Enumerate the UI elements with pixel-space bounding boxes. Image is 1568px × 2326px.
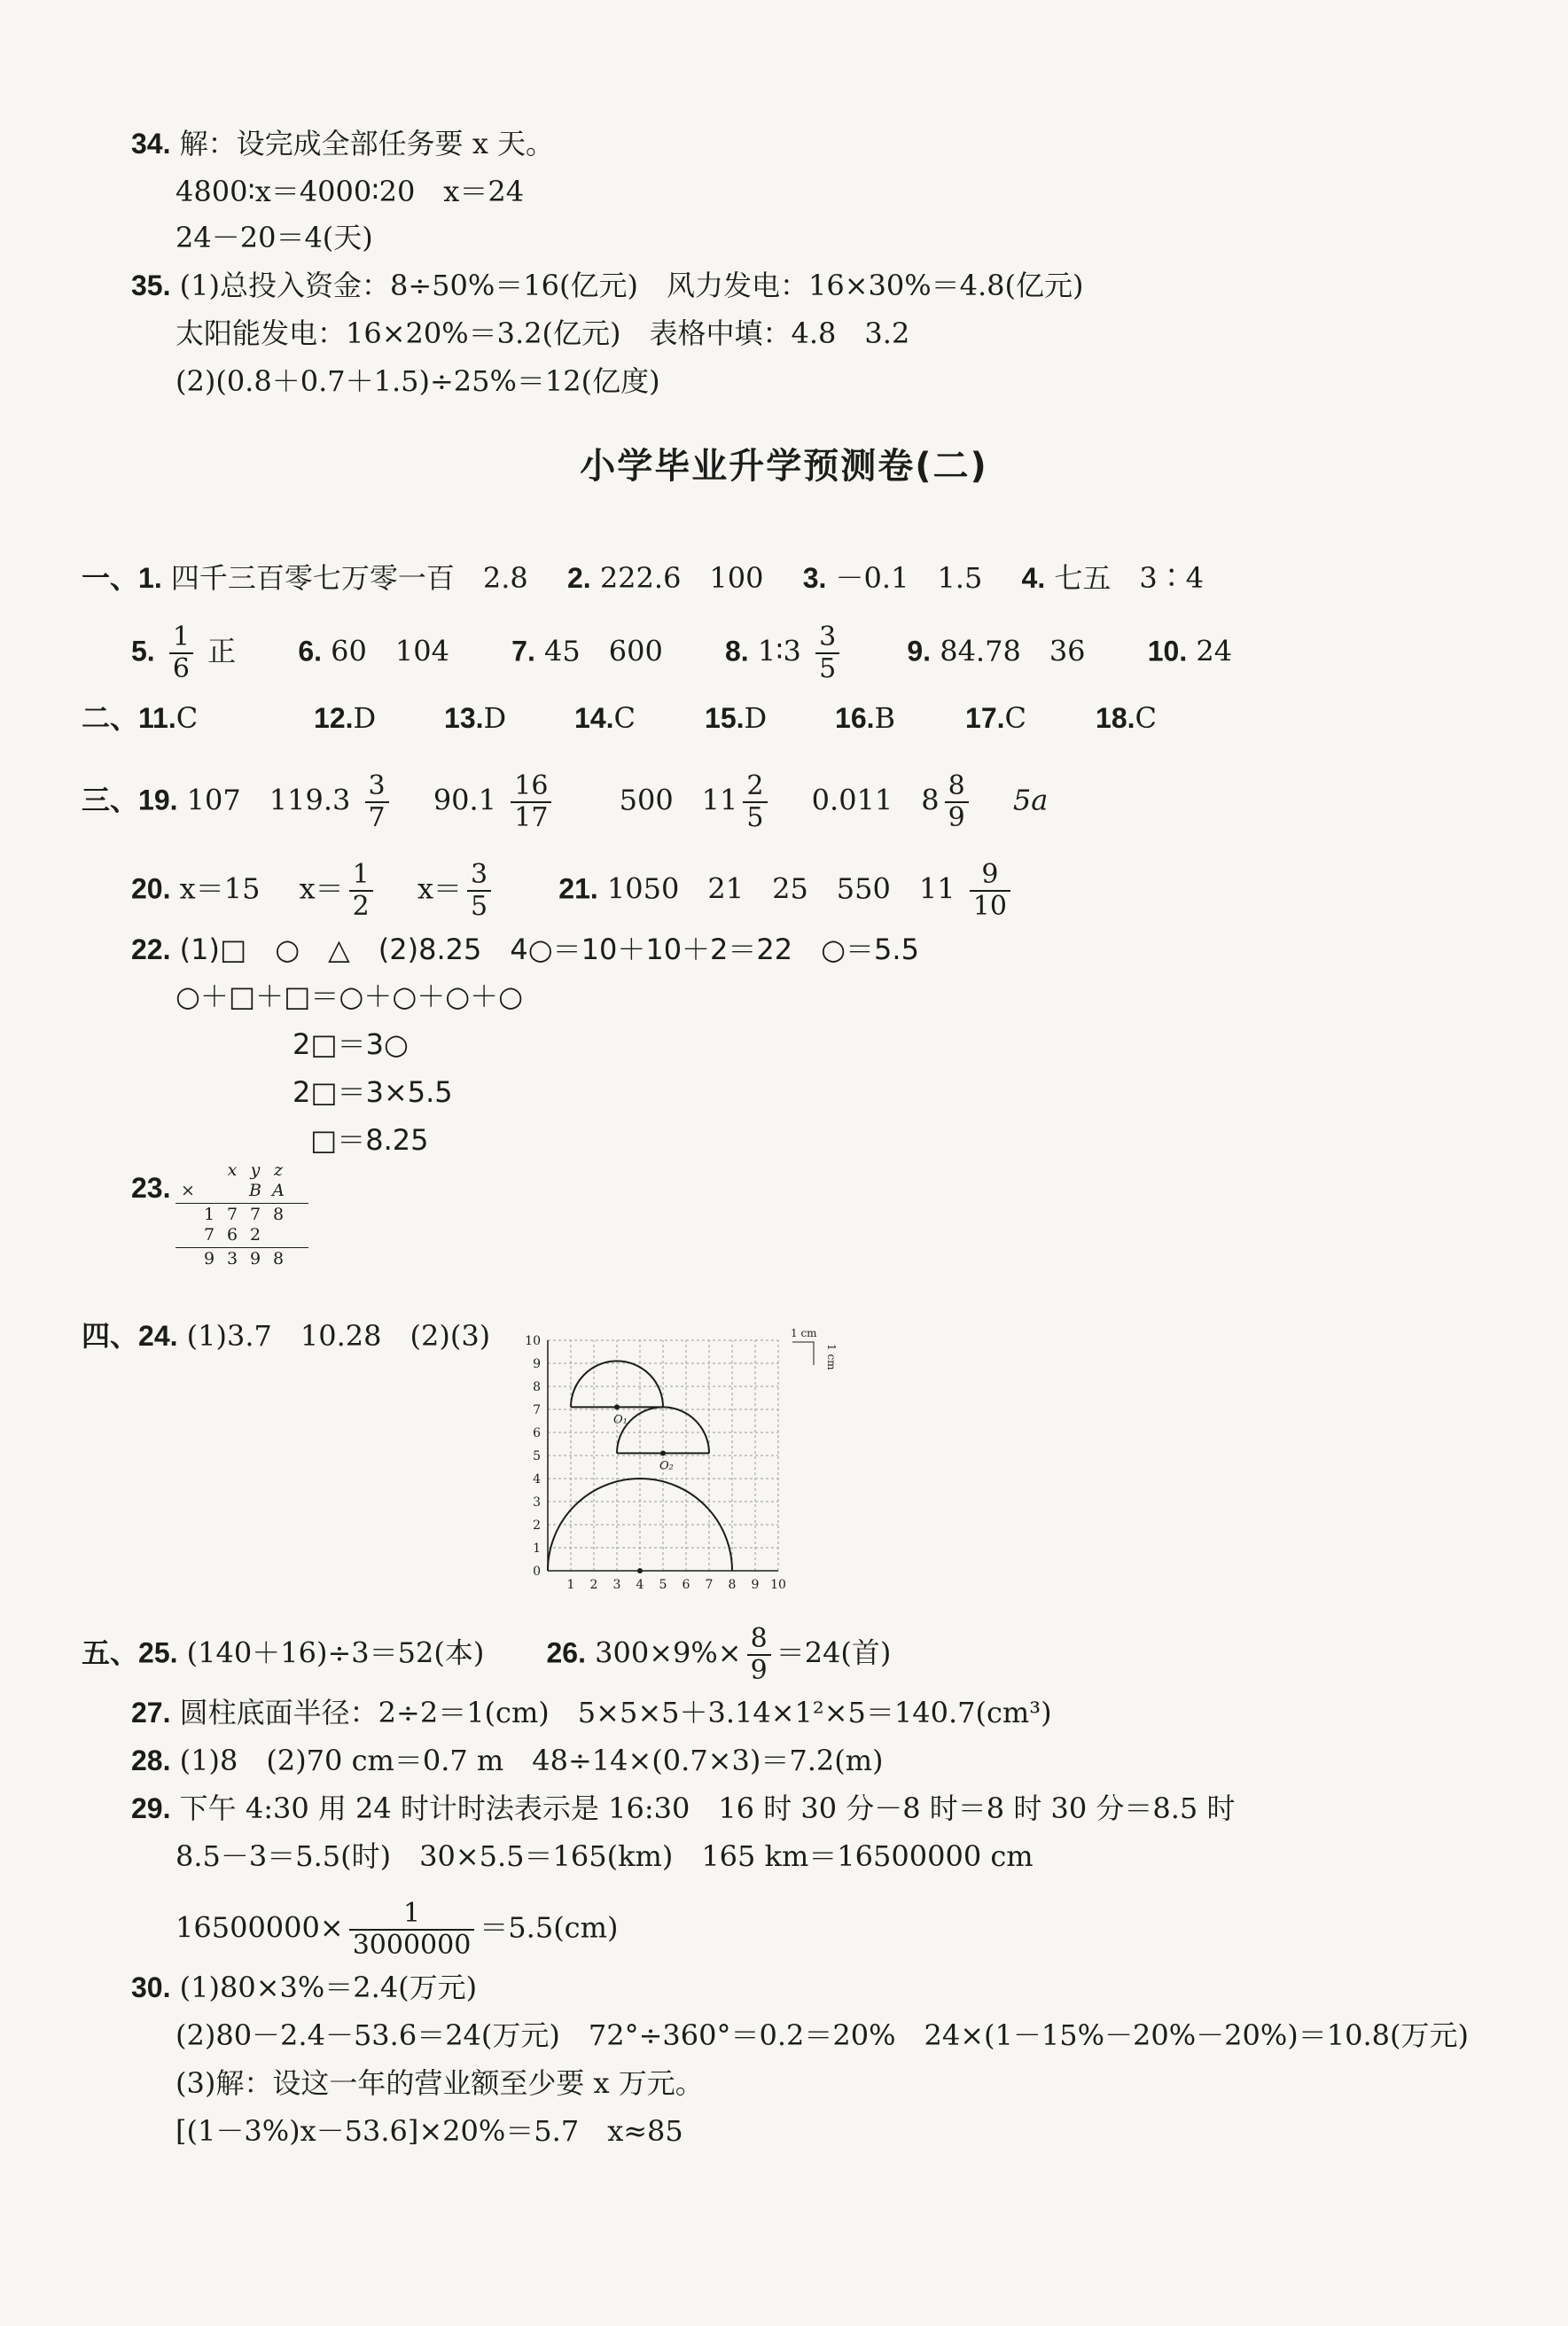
q34-number: 34. xyxy=(131,128,171,160)
q7-number: 7. xyxy=(511,635,535,667)
q8-numerator: 3 xyxy=(815,622,839,654)
q35-line1 xyxy=(131,268,1084,303)
q3-number: 3. xyxy=(802,562,827,594)
q10-answer: 24 xyxy=(1196,634,1233,668)
q20-f2-num: 3 xyxy=(467,860,491,892)
q29-text3b: ＝5.5(cm) xyxy=(480,1910,619,1945)
y-tick-label: 7 xyxy=(533,1403,541,1417)
q22-line5: □＝8.25 xyxy=(310,1123,429,1157)
q29-line2: 8.5－3＝5.5(时) 30×5.5＝165(km) 165 km＝16500000 cm xyxy=(176,1839,1034,1873)
choice-item xyxy=(138,700,314,736)
q35-line3: (2)(0.8＋0.7＋1.5)÷25%＝12(亿度) xyxy=(176,364,660,398)
q23-digit: z xyxy=(273,1160,283,1180)
q5-numerator: 1 xyxy=(169,622,193,654)
q21-num: 9 xyxy=(970,860,1010,892)
s3-row1 xyxy=(82,771,1048,833)
q23-digit: 8 xyxy=(272,1249,285,1268)
q19-fraction2 xyxy=(511,771,551,833)
q23-line xyxy=(131,1170,170,1206)
choice-number: 12. xyxy=(314,702,354,734)
q30-text1: (1)80×3%＝2.4(万元) xyxy=(179,1971,478,2004)
q23-digit: 6 xyxy=(226,1225,238,1245)
q7-answer: 45 600 xyxy=(544,634,663,668)
q28-number: 28. xyxy=(131,1744,171,1776)
q23-digit: 8 xyxy=(272,1205,285,1224)
q34-line2: 4800∶x＝4000∶20 x＝24 xyxy=(176,175,525,208)
choice-item xyxy=(835,700,965,736)
s2-label: 二、 xyxy=(82,701,139,735)
y-tick-label: 4 xyxy=(533,1472,541,1487)
q5-fraction xyxy=(169,622,193,684)
choice-item xyxy=(965,700,1096,736)
choice-answer: C xyxy=(1004,701,1026,735)
q22-number: 22. xyxy=(131,933,171,965)
y-tick-label: 9 xyxy=(533,1357,541,1371)
q1-number: 1. xyxy=(138,562,162,594)
q23-number: 23. xyxy=(131,1172,171,1204)
s5-row1 xyxy=(82,1624,891,1686)
q20-f1-num: 1 xyxy=(349,860,373,892)
q19-f2-den: 17 xyxy=(514,802,549,833)
q26-den: 9 xyxy=(750,1655,768,1686)
q23-digit: B xyxy=(249,1181,261,1200)
q23-row3 xyxy=(176,1206,308,1226)
q3-answer: －0.1 1.5 xyxy=(835,561,983,595)
q25-answer: (140＋16)÷3＝52(本) xyxy=(186,1635,485,1670)
q26-answer-a: 300×9%× xyxy=(595,1635,742,1670)
q19-answer-d: 0.011 8 xyxy=(811,783,940,817)
q20-answer-c: x＝ xyxy=(417,871,462,906)
q5-answer: 正 xyxy=(207,634,237,668)
choice-answer: C xyxy=(613,701,636,735)
q21-den: 10 xyxy=(972,891,1007,922)
choice-number: 11. xyxy=(138,702,176,734)
choice-answer: B xyxy=(874,701,896,735)
q27-answer: 圆柱底面半径：2÷2＝1(cm) 5×5×5＋3.14×1²×5＝140.7(cm³) xyxy=(179,1696,1052,1729)
q27-line xyxy=(131,1695,1052,1730)
q20-f2-den: 5 xyxy=(471,891,488,922)
choice-item xyxy=(574,700,705,736)
choice-answer: D xyxy=(744,701,768,735)
x-tick-label: 7 xyxy=(705,1578,714,1592)
q28-line xyxy=(131,1743,884,1778)
choice-answer: C xyxy=(1135,701,1157,735)
choice-item xyxy=(444,700,574,736)
choice-number: 14. xyxy=(574,702,614,734)
q35-number: 35. xyxy=(131,269,171,301)
q4-number: 4. xyxy=(1021,562,1046,594)
q23-digit: A xyxy=(272,1181,285,1200)
q19-f4-den: 9 xyxy=(948,802,965,833)
grid-svg xyxy=(496,1307,838,1600)
s4-label: 四、 xyxy=(82,1319,139,1353)
q22-line4: 2□＝3×5.5 xyxy=(293,1075,453,1109)
x-tick-label: 8 xyxy=(728,1578,737,1592)
q35-text: (1)总投入资金：8÷50%＝16(亿元) 风力发电：16×30%＝4.8(亿元) xyxy=(179,269,1084,302)
q29-fraction xyxy=(349,1899,475,1961)
q8-number: 8. xyxy=(725,635,749,667)
scale-y-label: 1 cm xyxy=(825,1344,838,1370)
center-o1-dot xyxy=(614,1404,620,1409)
q30-line3: (3)解：设这一年的营业额至少要 x 万元。 xyxy=(176,2066,704,2100)
q5-denominator: 6 xyxy=(172,653,190,684)
q29-text1: 下午 4:30 用 24 时计时法表示是 16:30 16 时 30 分－8 时＝8 时 30 分＝8.5 时 xyxy=(179,1791,1236,1825)
q1-answer: 四千三百零七万零一百 2.8 xyxy=(170,561,528,595)
choice-number: 16. xyxy=(835,702,875,734)
q26-answer-b: ＝24(首) xyxy=(776,1635,892,1670)
q19-f3-den: 5 xyxy=(746,802,764,833)
q23-rule1 xyxy=(176,1203,308,1204)
q20-number: 20. xyxy=(131,872,171,905)
choice-item xyxy=(314,700,444,736)
q19-fraction3 xyxy=(743,771,767,833)
q23-digit: 1 xyxy=(203,1205,215,1224)
y-tick-label: 1 xyxy=(533,1542,541,1556)
x-tick-label: 10 xyxy=(770,1578,786,1592)
x-tick-label: 5 xyxy=(659,1578,667,1592)
q4-answer: 七五 3∶4 xyxy=(1054,561,1205,595)
s1-row2 xyxy=(131,622,1232,684)
choice-answer: D xyxy=(353,701,377,735)
q6-answer: 60 104 xyxy=(331,634,449,668)
x-tick-label: 4 xyxy=(636,1578,644,1592)
q19-answer-a: 107 119.3 xyxy=(186,783,351,817)
q35-line2: 太阳能发电：16×20%＝3.2(亿元) 表格中填：4.8 3.2 xyxy=(176,316,910,350)
q5-number: 5. xyxy=(131,635,155,667)
q9-number: 9. xyxy=(907,635,932,667)
q21-fraction xyxy=(970,860,1010,922)
q23-digit: 2 xyxy=(249,1225,261,1245)
q2-number: 2. xyxy=(566,562,591,594)
q22-line3: 2□＝3○ xyxy=(293,1027,409,1061)
y-tick-label: 6 xyxy=(533,1426,541,1440)
q9-answer: 84.78 36 xyxy=(940,634,1086,668)
q23-digit: 3 xyxy=(226,1249,238,1268)
q30-number: 30. xyxy=(131,1971,171,2003)
choice-item xyxy=(1096,700,1226,736)
y-tick-label: 10 xyxy=(525,1334,541,1348)
q19-number: 19. xyxy=(138,784,178,816)
q19-f4-num: 8 xyxy=(945,771,969,803)
q22-text: (1)□ ○ △ (2)8.25 4○＝10＋10＋2＝22 ○＝5.5 xyxy=(179,933,919,966)
q24-grid-figure xyxy=(496,1307,838,1604)
q21-answer: 1050 21 25 550 11 xyxy=(606,871,956,906)
label-o1: O₁ xyxy=(613,1413,628,1427)
q10-number: 10. xyxy=(1147,635,1188,667)
x-tick-label: 2 xyxy=(589,1578,598,1592)
label-o2: O₂ xyxy=(659,1459,674,1473)
q23-digit: 7 xyxy=(249,1205,261,1224)
q22-line2: ○＋□＋□＝○＋○＋○＋○ xyxy=(176,980,524,1013)
q23-digit: 7 xyxy=(226,1205,238,1224)
x-tick-label: 9 xyxy=(751,1578,760,1592)
q23-vertical-multiplication xyxy=(176,1161,308,1270)
s3-row2 xyxy=(131,860,1016,922)
q30-line2: (2)80－2.4－53.6＝24(万元) 72°÷360°＝0.2＝20% 24×(1－15%－20%－20%)＝10.8(万元) xyxy=(176,2018,1469,2052)
q19-answer-b: 90.1 xyxy=(433,783,497,817)
q20-answer-a: x＝15 xyxy=(179,871,261,906)
q34-line3: 24－20＝4(天) xyxy=(176,221,373,254)
q29-number: 29. xyxy=(131,1792,171,1824)
q23-digit: x xyxy=(227,1160,238,1180)
q23-row1 xyxy=(176,1161,308,1182)
q30-line4: [(1－3%)x－53.6]×20%＝5.7 x≈85 xyxy=(176,2114,683,2148)
x-tick-label: 1 xyxy=(566,1578,575,1592)
y-tick-label: 0 xyxy=(533,1565,541,1579)
q21-number: 21. xyxy=(558,872,598,905)
q34-text: 解：设完成全部任务要 x 天。 xyxy=(179,127,555,160)
q28-answer: (1)8 (2)70 cm＝0.7 m 48÷14×(0.7×3)＝7.2(m) xyxy=(179,1744,884,1777)
choice-number: 15. xyxy=(705,702,745,734)
q27-number: 27. xyxy=(131,1697,171,1729)
q23-row5 xyxy=(176,1250,308,1270)
y-tick-label: 5 xyxy=(533,1449,541,1464)
scale-x-label: 1 cm xyxy=(791,1327,817,1339)
q23-digit: 9 xyxy=(203,1249,215,1268)
x-tick-label: 6 xyxy=(682,1578,690,1592)
q25-number: 25. xyxy=(138,1636,178,1669)
s4-row xyxy=(82,1318,490,1354)
q2-answer: 222.6 100 xyxy=(599,561,764,595)
y-tick-label: 3 xyxy=(533,1495,541,1510)
q24-number: 24. xyxy=(138,1320,178,1352)
choice-number: 17. xyxy=(965,702,1005,734)
q19-f1-den: 7 xyxy=(368,802,386,833)
center-bottom-dot xyxy=(637,1568,643,1573)
q23-digit: y xyxy=(250,1160,261,1180)
q20-answer-b: x＝ xyxy=(299,871,344,906)
q26-fraction xyxy=(747,1624,771,1686)
x-tick-label: 3 xyxy=(612,1578,621,1592)
q19-fraction4 xyxy=(945,771,969,833)
s3-label: 三、 xyxy=(82,783,139,817)
choice-number: 13. xyxy=(444,702,484,734)
scale-bracket xyxy=(792,1342,814,1365)
q19-f1-num: 3 xyxy=(365,771,389,803)
q24-answer: (1)3.7 10.28 (2)(3) xyxy=(186,1319,491,1353)
q19-answer-c: 500 11 xyxy=(619,783,738,817)
q22-line1 xyxy=(131,932,919,967)
q29-text3a: 16500000× xyxy=(176,1910,344,1945)
q8-denominator: 5 xyxy=(819,653,837,684)
q19-fraction1 xyxy=(365,771,389,833)
choice-number: 18. xyxy=(1096,702,1135,734)
s2-items xyxy=(138,701,1226,735)
q19-f2-num: 16 xyxy=(511,771,551,803)
choice-answer: C xyxy=(176,701,199,735)
q23-row2 xyxy=(176,1182,308,1202)
q23-digit: 7 xyxy=(203,1225,215,1245)
q34-line1 xyxy=(131,126,554,161)
q23-row4 xyxy=(176,1226,308,1246)
page-title: 小学毕业升学预测卷(二) xyxy=(580,446,988,487)
y-tick-label: 2 xyxy=(533,1518,541,1533)
q30-line1 xyxy=(131,1970,477,2005)
s1-row1 xyxy=(82,560,1204,596)
q19-answer-e: 5a xyxy=(1012,783,1049,817)
choice-item xyxy=(705,700,835,736)
q8-answer: 1∶3 xyxy=(757,634,801,668)
q29-line3 xyxy=(176,1899,618,1961)
s2-row xyxy=(82,700,1226,736)
choice-answer: D xyxy=(483,701,507,735)
q19-f3-num: 2 xyxy=(743,771,767,803)
y-tick-label: 8 xyxy=(533,1380,541,1394)
q29-line1 xyxy=(131,1791,1235,1826)
q20-fraction1 xyxy=(349,860,373,922)
q8-fraction xyxy=(815,622,839,684)
q23-digit: 9 xyxy=(249,1249,261,1268)
s5-label: 五、 xyxy=(82,1635,139,1670)
q23-rule2 xyxy=(176,1247,308,1248)
q29-den: 3000000 xyxy=(352,1930,472,1961)
q20-fraction2 xyxy=(467,860,491,922)
q29-num: 1 xyxy=(349,1899,475,1931)
q20-f1-den: 2 xyxy=(352,891,370,922)
q6-number: 6. xyxy=(298,635,322,667)
q23-times-sign: × xyxy=(181,1181,195,1200)
s1-label: 一、 xyxy=(82,561,139,595)
q26-num: 8 xyxy=(747,1624,771,1656)
q26-number: 26. xyxy=(546,1636,586,1669)
center-o2-dot xyxy=(660,1450,666,1456)
